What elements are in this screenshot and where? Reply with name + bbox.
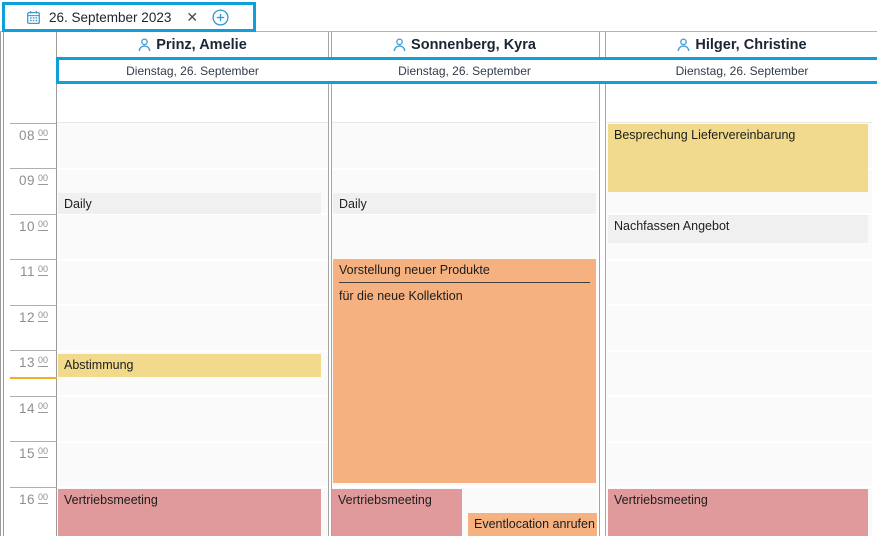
hour-gridline xyxy=(607,304,872,306)
time-label xyxy=(0,400,48,418)
column-separator-2a xyxy=(599,32,600,536)
event-title: Vertriebsmeeting xyxy=(614,493,708,507)
event-title: Vertriebsmeeting xyxy=(338,493,432,507)
appointment-event[interactable] xyxy=(333,193,596,214)
hour-tick xyxy=(10,350,56,351)
column-header-name[interactable] xyxy=(57,32,328,57)
appointment-event[interactable] xyxy=(468,513,597,536)
time-label-hour: 08 xyxy=(18,128,35,143)
hour-tick xyxy=(10,396,56,397)
time-label xyxy=(0,127,48,145)
hour-gridline xyxy=(332,486,597,488)
hour-gridline xyxy=(57,486,328,488)
tab-date-label[interactable]: 26. September 2023 xyxy=(49,9,172,25)
time-label-hour: 10 xyxy=(18,219,35,234)
time-label-hour: 11 xyxy=(19,264,35,279)
hour-tick xyxy=(10,305,56,306)
time-label xyxy=(0,354,48,372)
annotation-box-date-row xyxy=(56,57,877,84)
calendar-column-grid[interactable] xyxy=(57,122,328,536)
event-title: Eventlocation anrufen xyxy=(474,515,591,536)
hour-gridline xyxy=(607,395,872,397)
time-label-hour: 09 xyxy=(18,173,35,188)
hour-gridline xyxy=(57,441,328,443)
time-label-minutes: 00 xyxy=(37,310,48,320)
hour-gridline xyxy=(332,168,597,170)
time-label-minutes: 00 xyxy=(37,173,48,183)
time-label xyxy=(0,445,48,463)
person-icon xyxy=(138,38,151,52)
time-label-minutes: 00 xyxy=(37,492,48,502)
appointment-event[interactable] xyxy=(58,354,321,377)
time-label xyxy=(0,491,48,509)
hour-gridline xyxy=(607,441,872,443)
time-label xyxy=(0,218,48,236)
appointment-event[interactable] xyxy=(608,215,868,243)
time-label-minutes: 00 xyxy=(37,219,48,229)
column-separator-1a xyxy=(328,32,329,536)
time-label-hour: 12 xyxy=(18,310,35,325)
appointment-event[interactable] xyxy=(608,489,868,536)
event-title: Besprechung Liefervereinbarung xyxy=(614,128,796,142)
time-label-minutes: 00 xyxy=(37,446,48,456)
person-icon xyxy=(393,38,406,52)
hour-gridline xyxy=(607,259,872,261)
column-date-header: Dienstag, 26. September xyxy=(675,63,809,78)
column-separator-2b xyxy=(605,32,606,536)
person-name-label: Hilger, Christine xyxy=(695,36,807,53)
time-label-minutes: 00 xyxy=(37,128,48,138)
calendar-column xyxy=(57,84,328,536)
column-header-name[interactable] xyxy=(332,32,597,57)
time-label-hour: 16 xyxy=(18,492,35,507)
appointment-event[interactable] xyxy=(333,259,596,483)
person-name-label: Sonnenberg, Kyra xyxy=(411,36,536,53)
hour-tick xyxy=(10,168,56,169)
annotation-box-tab xyxy=(2,2,256,32)
hour-gridline xyxy=(57,259,328,261)
event-title: Abstimmung xyxy=(64,358,134,372)
hour-gridline xyxy=(607,486,872,488)
event-title: Vorstellung neuer Produkte xyxy=(339,261,590,283)
event-title: Nachfassen Angebot xyxy=(614,219,730,233)
current-time-indicator xyxy=(10,377,57,379)
time-label-minutes: 00 xyxy=(37,264,48,274)
hour-tick xyxy=(10,441,56,442)
hour-gridline xyxy=(57,168,328,170)
person-icon xyxy=(677,38,690,52)
hour-tick xyxy=(10,214,56,215)
hour-gridline xyxy=(57,350,328,352)
hour-tick xyxy=(10,487,56,488)
column-date-header: Dienstag, 26. September xyxy=(398,63,531,78)
hour-gridline xyxy=(57,304,328,306)
hour-tick xyxy=(10,259,56,260)
appointment-event[interactable] xyxy=(332,489,462,536)
event-title: Daily xyxy=(64,197,92,211)
column-header-name[interactable] xyxy=(607,32,877,57)
time-label-hour: 15 xyxy=(18,446,35,461)
hour-gridline xyxy=(607,350,872,352)
time-label-minutes: 00 xyxy=(37,401,48,411)
event-title: Daily xyxy=(339,197,367,211)
event-title: Vertriebsmeeting xyxy=(64,493,158,507)
appointment-event[interactable] xyxy=(58,193,321,214)
plus-circle-icon[interactable] xyxy=(211,8,230,27)
calendar-icon xyxy=(26,10,41,25)
event-description: für die neue Kollektion xyxy=(339,289,463,303)
appointment-event[interactable] xyxy=(58,489,321,536)
close-icon[interactable]: ✕ xyxy=(186,9,199,25)
time-label xyxy=(0,263,48,281)
appointment-event[interactable] xyxy=(608,124,868,192)
time-label-minutes: 00 xyxy=(37,355,48,365)
hour-gridline xyxy=(57,395,328,397)
time-label xyxy=(0,309,48,327)
time-label-hour: 14 xyxy=(18,401,35,416)
person-name-label: Prinz, Amelie xyxy=(156,36,247,53)
time-label xyxy=(0,172,48,190)
column-date-header: Dienstag, 26. September xyxy=(126,63,259,78)
time-label-hour: 13 xyxy=(18,355,35,370)
hour-tick xyxy=(10,123,56,124)
